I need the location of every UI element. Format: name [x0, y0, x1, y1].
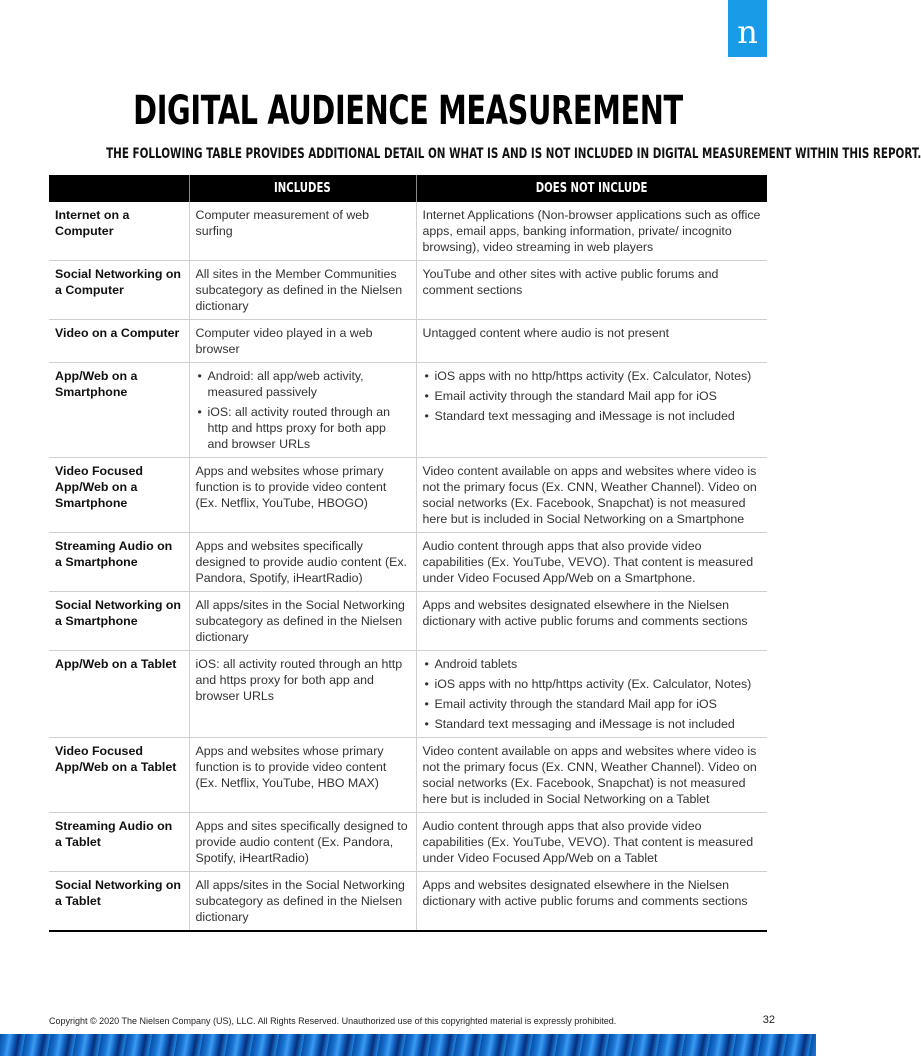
table-row	[49, 738, 767, 813]
includes-cell: All apps/sites in the Social Networking subcategory as defined in the Nielsen dictionary	[189, 592, 416, 651]
list-item: • iOS: all activity routed through an http and https proxy for both app and browser URLs	[196, 404, 410, 452]
does-not-include-cell: Video content available on apps and websites where video is not the primary focus (Ex. CNN, Weather Channel). Video on social networks (Ex. Facebook, Snapchat) is not measured here but is included in Social Networking on a Smartphone	[416, 458, 767, 533]
list-item: • Email activity through the standard Mail app for iOS	[423, 388, 762, 404]
list-item: • iOS apps with no http/https activity (Ex. Calculator, Notes)	[423, 676, 762, 692]
table-row	[49, 261, 767, 320]
does-not-include-cell: Apps and websites designated elsewhere in the Nielsen dictionary with active public forums and comments sections	[416, 872, 767, 932]
header-includes: INCLUDES	[189, 175, 416, 202]
table-header-row	[49, 175, 767, 202]
does-not-include-cell: Apps and websites designated elsewhere in the Nielsen dictionary with active public forums and comments sections	[416, 592, 767, 651]
row-label: Video on a Computer	[49, 320, 189, 363]
row-label: Internet on a Computer	[55, 208, 130, 238]
logo-letter: n	[737, 13, 758, 51]
row-label: Video Focused App/Web on a Tablet	[49, 738, 189, 813]
row-label: Social Networking on a Smartphone	[49, 592, 189, 651]
includes-cell: Apps and websites whose primary function is to provide video content (Ex. Netflix, YouTube, HBOGO)	[189, 458, 416, 533]
does-not-include-cell: Audio content through apps that also provide video capabilities (Ex. YouTube, VEVO). That content is measured under Video Focused App/Web on a Smartphone.	[416, 533, 767, 592]
list-item: • Android tablets	[423, 656, 762, 672]
does-not-include-cell	[416, 651, 767, 738]
table-row	[49, 202, 767, 261]
does-not-include-cell: Internet Applications (Non-browser applications such as office apps, email apps, banking information, private/ incognito browsing), video streaming in web players	[416, 202, 767, 261]
list-item: • iOS apps with no http/https activity (Ex. Calculator, Notes)	[423, 368, 762, 384]
table-row	[49, 458, 767, 533]
includes-cell: Apps and sites specifically designed to provide audio content (Ex. Pandora, Spotify, iHeartRadio)	[189, 813, 416, 872]
includes-list	[196, 368, 410, 452]
table-row	[49, 363, 767, 458]
does-not-include-cell: Video content available on apps and websites where video is not the primary focus (Ex. CNN, Weather Channel). Video on social networks (Ex. Facebook, Snapchat) is not measured here but is included in Social Networking on a Tablet	[416, 738, 767, 813]
row-label: Video Focused App/Web on a Smartphone	[49, 458, 189, 533]
measurement-table	[49, 175, 767, 932]
list-item: • Email activity through the standard Mail app for iOS	[423, 696, 762, 712]
includes-cell: All sites in the Member Communities subcategory as defined in the Nielsen dictionary	[189, 261, 416, 320]
page-number: 32	[762, 1014, 775, 1026]
includes-cell	[189, 363, 416, 458]
does-not-include-cell: Untagged content where audio is not present	[416, 320, 767, 363]
includes-cell: Computer video played in a web browser	[189, 320, 416, 363]
table-row	[49, 533, 767, 592]
table-row	[49, 592, 767, 651]
copyright-notice: Copyright © 2020 The Nielsen Company (US), LLC. All Rights Reserved. Unauthorized use of this copyrighted material is expressly prohibited.	[49, 1016, 617, 1026]
includes-cell: Apps and websites specifically designed to provide audio content (Ex. Pandora, Spotify, iHeartRadio)	[189, 533, 416, 592]
row-label: App/Web on a Smartphone	[49, 363, 189, 458]
row-label: Social Networking on a Computer	[49, 261, 189, 320]
includes-cell: iOS: all activity routed through an http and https proxy for both app and browser URLs	[189, 651, 416, 738]
does-not-include-cell	[416, 363, 767, 458]
nielsen-logo	[728, 0, 767, 57]
table-body	[49, 202, 767, 931]
decorative-footer-band	[0, 1034, 816, 1056]
row-label: Streaming Audio on a Smartphone	[49, 533, 189, 592]
header-blank	[49, 175, 189, 202]
table-row	[49, 813, 767, 872]
row-label: Social Networking on a Tablet	[49, 872, 189, 932]
includes-cell: Apps and websites whose primary function is to provide video content (Ex. Netflix, YouTube, HBO MAX)	[189, 738, 416, 813]
does-not-include-cell: YouTube and other sites with active public forums and comment sections	[416, 261, 767, 320]
includes-cell: All apps/sites in the Social Networking subcategory as defined in the Nielsen dictionary	[189, 872, 416, 932]
list-item: • Android: all app/web activity, measured passively	[196, 368, 410, 400]
excludes-list	[423, 368, 762, 424]
includes-cell: Computer measurement of web surfing	[189, 202, 416, 261]
row-label: Streaming Audio on a Tablet	[49, 813, 189, 872]
table-row	[49, 651, 767, 738]
does-not-include-cell: Audio content through apps that also provide video capabilities (Ex. YouTube, VEVO). That content is measured under Video Focused App/Web on a Tablet	[416, 813, 767, 872]
excludes-list	[423, 656, 762, 732]
list-item: • Standard text messaging and iMessage is not included	[423, 716, 762, 732]
table-row	[49, 872, 767, 932]
table-row	[49, 320, 767, 363]
row-label: App/Web on a Tablet	[49, 651, 189, 738]
header-does-not-include: DOES NOT INCLUDE	[416, 175, 767, 202]
list-item: • Standard text messaging and iMessage is not included	[423, 408, 762, 424]
page-title: DIGITAL AUDIENCE MEASUREMENT	[133, 88, 683, 134]
page-subtitle: THE FOLLOWING TABLE PROVIDES ADDITIONAL DETAIL ON WHAT IS AND IS NOT INCLUDED IN DIGITAL MEASUREMENT WITHIN THIS REPORT.	[106, 146, 921, 162]
